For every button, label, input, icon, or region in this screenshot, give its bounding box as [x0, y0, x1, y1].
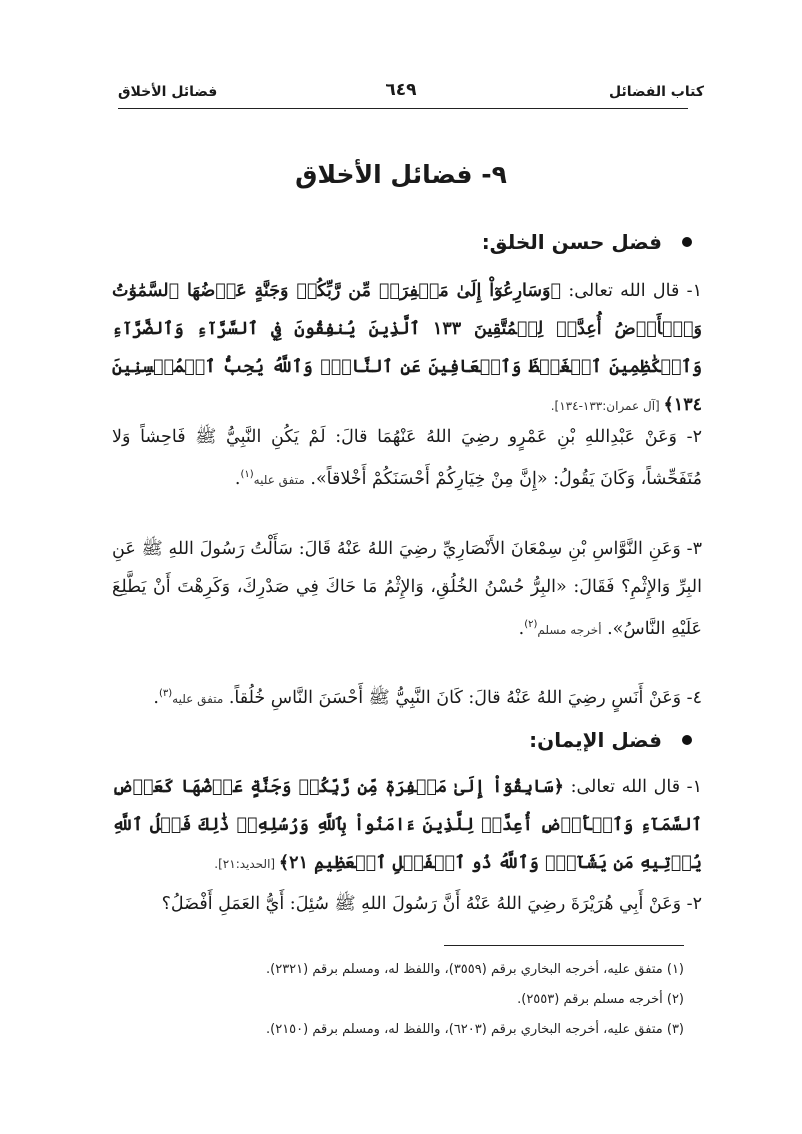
- running-header-chapter: فضائل الأخلاق: [118, 84, 218, 100]
- quran-verse: ﴿وَسَارِعُوٓاْ إِلَىٰ مَغۡفِرَةٖ مِّن رَّبِّكُمۡ وَجَنَّةٍ عَرۡضُهَا ٱلسَّمَٰوَٰتُ وَٱلۡأَرۡضُ أُعِدَّتۡ لِلۡمُتَّقِينَ ١٣٣ ٱلَّذِينَ يُنفِقُونَ فِي ٱلسَّرَّآءِ وَٱلضَّرَّآءِ وَٱلۡكَٰظِمِينَ ٱلۡغَيۡظَ وَٱلۡعَافِينَ عَنِ ٱلنَّاسِۗ وَٱللَّهُ يُحِبُّ ٱلۡمُحۡسِنِينَ ١٣٤﴾: [112, 281, 702, 415]
- verse-reference: [الحديد:٢١].: [214, 857, 279, 871]
- header-rule: [118, 108, 688, 109]
- section1-item-1: [112, 272, 702, 425]
- hadith-text: ٤- وَعَنْ أَنَسٍ رضِيَ اللهُ عَنْهُ قالَ: كَانَ النَّبِيُّ ﷺ أَحْسَنَ النَّاسِ خُلُقاً.: [223, 687, 702, 708]
- chapter-title: ٩- فضائل الأخلاق: [295, 160, 507, 189]
- hadith-source: متفق عليه: [253, 472, 305, 487]
- running-header-book-title: كتاب الفضائل: [609, 84, 704, 100]
- footnote-rule: [444, 945, 684, 946]
- section2-item-1: [112, 768, 702, 883]
- sentence-end: .: [153, 687, 159, 708]
- page-number: ٦٤٩: [385, 80, 417, 100]
- quran-verse: ﴿سَابِقُوٓاْ إِلَىٰ مَغۡفِرَةٖ مِّن رَّبِّكُمۡ وَجَنَّةٍ عَرۡضُهَا كَعَرۡضِ ٱلسَّمَآءِ وَٱلۡأَرۡضِ أُعِدَّتۡ لِلَّذِينَ ءَامَنُواْ بِٱللَّهِ وَرُسُلِهِۦۚ ذَٰلِكَ فَضۡلُ ٱللَّهِ يُؤۡتِيهِ مَن يَشَآءُۚ وَٱللَّهُ ذُو ٱلۡفَضۡلِ ٱلۡعَظِيمِ ٢١﴾: [112, 777, 702, 873]
- verse-reference: [آل عمران:١٣٣-١٣٤].: [550, 399, 664, 413]
- section-heading-good-character: [482, 230, 692, 254]
- hadith-text: ٢- وَعَنْ أَبِي هُرَيْرَةَ رضِيَ اللهُ عَنْهُ أَنَّ رَسُولَ اللهِ ﷺ سُئِلَ: أَيُّ العَمَلِ أَفْضَلُ؟: [161, 894, 702, 914]
- footnote-marker: (١): [240, 469, 254, 480]
- section-heading-text: فضل الإيمان:: [529, 728, 662, 752]
- hadith-text: ٣- وَعَنِ النَّوَّاسِ بْنِ سِمْعَانَ الأَنْصَارِيِّ رضِيَ اللهُ عَنْهُ قَالَ: سَأَلْتُ رَسُولَ اللهِ ﷺ عَنِ البِرِّ وَالإِثْمِ؟ فَقَالَ: «البِرُّ حُسْنُ الخُلُقِ، وَالإِثْمُ مَا حَاكَ فِي صَدْرِكَ، وَكَرِهْتَ أَنْ يَطَّلِعَ عَلَيْهِ النَّاسُ».: [112, 539, 702, 639]
- hadith-text: ٢- وَعَنْ عَبْدِاللهِ بْنِ عَمْرٍو رضِيَ اللهُ عَنْهُمَا قالَ: لَمْ يَكُنِ النَّبِيُّ ﷺ فَاحِشاً وَلا مُتَفَحِّشاً، وَكَانَ يَقُولُ: «إِنَّ مِنْ خِيَارِكُمْ أَحْسَنَكُمْ أَخْلاقاً».: [112, 427, 702, 489]
- bullet-icon: [682, 237, 692, 247]
- footnote-1: (١) متفق عليه، أخرجه البخاري برقم (٣٥٥٩)، واللفظ له، ومسلم برقم (٢٣٢١).: [266, 962, 684, 977]
- section-heading-text: فضل حسن الخلق:: [481, 230, 662, 254]
- hadith-source: أخرجه مسلم: [537, 622, 602, 637]
- footnote-marker: (٣): [158, 688, 173, 699]
- item-intro: ١- قال الله تعالى:: [563, 777, 702, 797]
- footnote-marker: (٢): [524, 619, 538, 630]
- footnote-3: (٣) متفق عليه، أخرجه البخاري برقم (٦٢٠٣)، واللفظ له، ومسلم برقم (٢١٥٠).: [266, 1022, 684, 1037]
- bullet-icon: [682, 735, 692, 745]
- section-heading-faith: [529, 728, 692, 752]
- section1-item-4: [112, 675, 702, 718]
- item-intro: ١- قال الله تعالى:: [561, 281, 702, 301]
- hadith-source: متفق عليه: [172, 691, 224, 706]
- section1-item-3: [112, 530, 702, 649]
- footnote-2: (٢) أخرجه مسلم برقم (٢٥٥٣).: [517, 992, 684, 1007]
- sentence-end: .: [518, 618, 525, 639]
- section1-item-2: [112, 418, 702, 499]
- section2-item-2: [112, 885, 702, 923]
- sentence-end: .: [234, 468, 241, 489]
